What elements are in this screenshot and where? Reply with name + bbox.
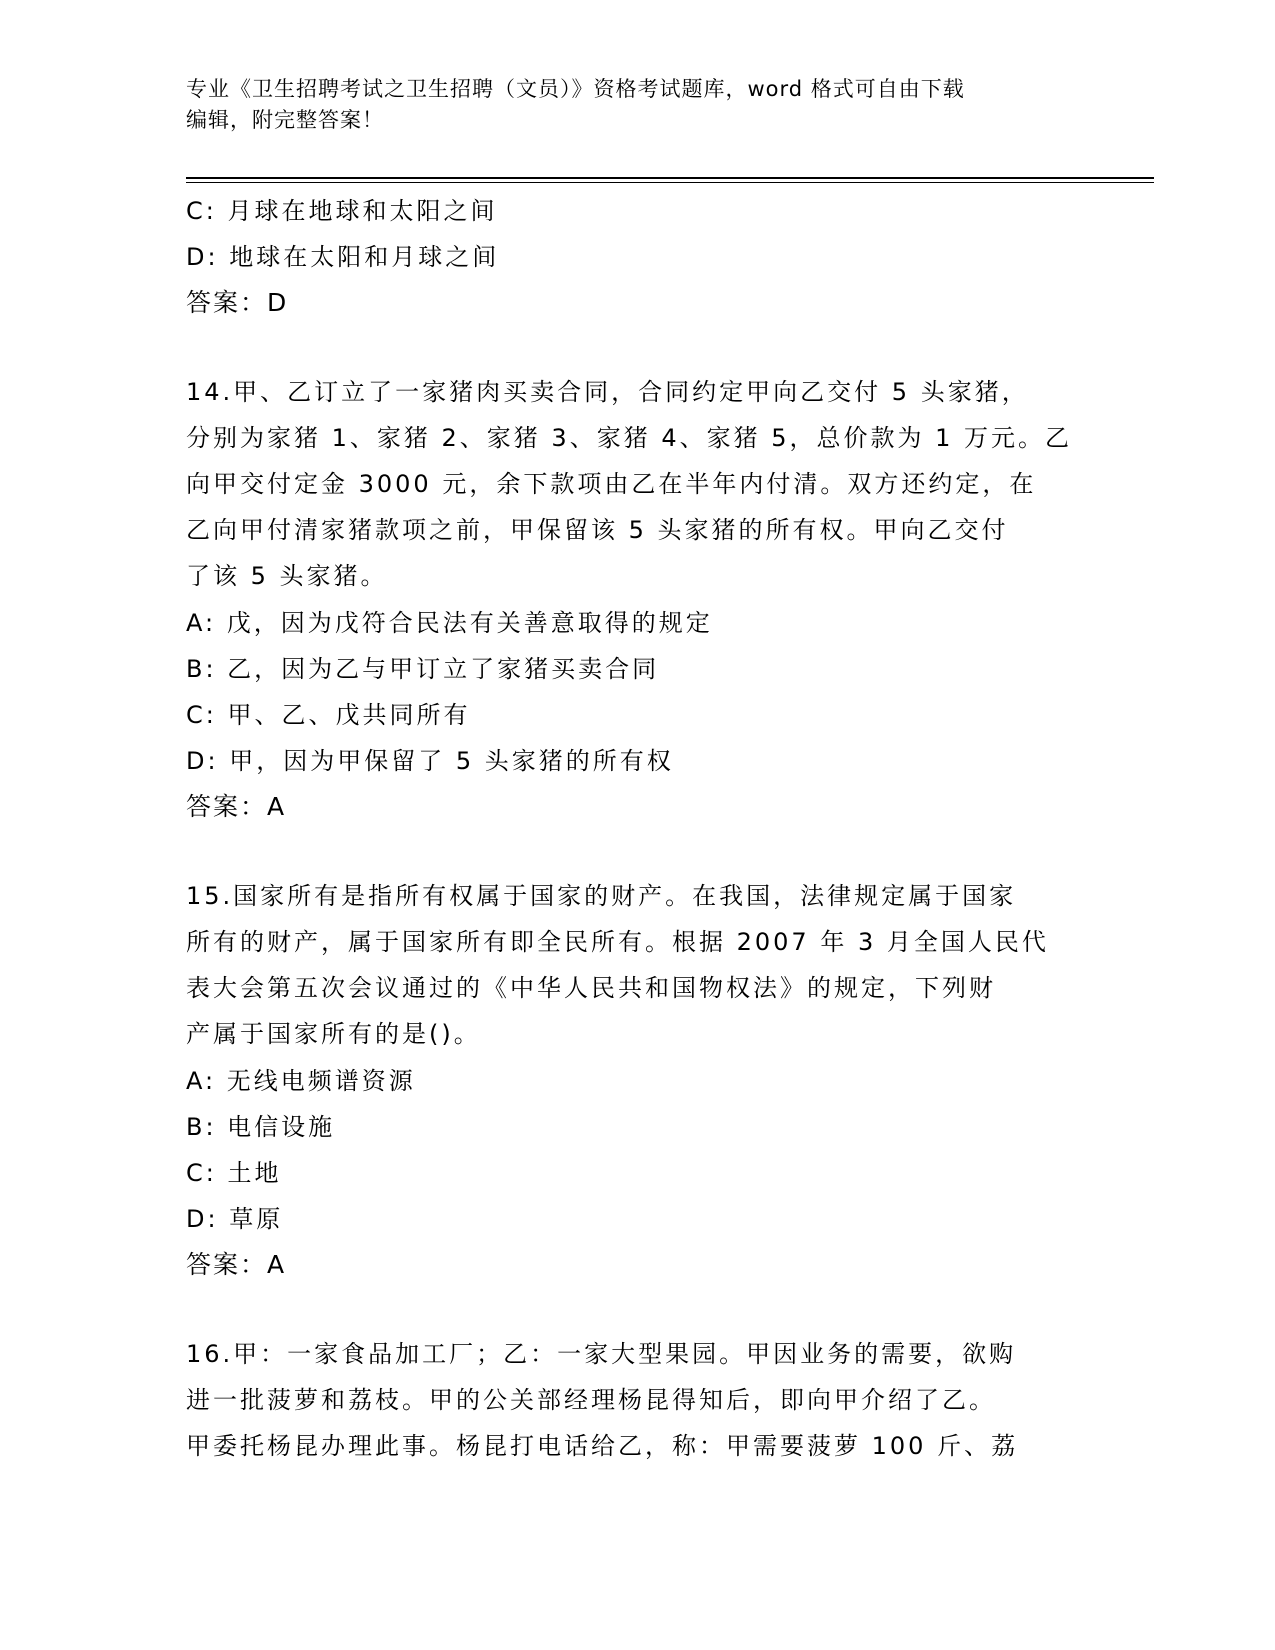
question-text-line: 甲委托杨昆办理此事。杨昆打电话给乙，称：甲需要菠萝 100 斤、荔 xyxy=(186,1432,1019,1460)
option-c: C: 甲、乙、戊共同所有 xyxy=(186,701,471,729)
option-b: B: 乙，因为乙与甲订立了家猪买卖合同 xyxy=(186,655,660,683)
option-a: A: 无线电频谱资源 xyxy=(186,1067,416,1095)
question-text-line: 向甲交付定金 3000 元，余下款项由乙在半年内付清。双方还约定，在 xyxy=(186,470,1037,498)
answer-line: 答案：A xyxy=(186,792,287,821)
question-text-line: 16.甲：一家食品加工厂；乙：一家大型果园。甲因业务的需要，欲购 xyxy=(186,1340,1017,1368)
question-text-line: 14.甲、乙订立了一家猪肉买卖合同，合同约定甲向乙交付 5 头家猪， xyxy=(186,378,1029,406)
document-body xyxy=(186,188,1086,1470)
question-13-tail xyxy=(186,188,1086,326)
header-line-2: 编辑，附完整答案！ xyxy=(186,108,384,132)
option-d: D: 地球在太阳和月球之间 xyxy=(186,243,500,271)
option-a: A: 戊，因为戊符合民法有关善意取得的规定 xyxy=(186,609,713,637)
option-d: D: 甲，因为甲保留了 5 头家猪的所有权 xyxy=(186,747,674,775)
question-spacer xyxy=(186,326,1086,370)
question-15 xyxy=(186,874,1086,1288)
question-16 xyxy=(186,1332,1086,1470)
question-text-line: 表大会第五次会议通过的《中华人民共和国物权法》的规定，下列财 xyxy=(186,974,996,1002)
question-text-line: 了该 5 头家猪。 xyxy=(186,562,388,590)
option-c: C: 土地 xyxy=(186,1159,282,1187)
question-spacer xyxy=(186,830,1086,874)
option-c: C: 月球在地球和太阳之间 xyxy=(186,197,498,225)
question-text-line: 进一批菠萝和荔枝。甲的公关部经理杨昆得知后，即向甲介绍了乙。 xyxy=(186,1386,996,1414)
question-text-line: 分别为家猪 1、家猪 2、家猪 3、家猪 4、家猪 5，总价款为 1 万元。乙 xyxy=(186,424,1073,452)
answer-line: 答案：D xyxy=(186,288,289,317)
answer-line: 答案：A xyxy=(186,1250,287,1279)
question-spacer xyxy=(186,1288,1086,1332)
question-text-line: 15.国家所有是指所有权属于国家的财产。在我国，法律规定属于国家 xyxy=(186,882,1017,910)
question-text-line: 产属于国家所有的是()。 xyxy=(186,1020,481,1048)
header-divider-thin xyxy=(186,182,1154,183)
question-text-line: 所有的财产，属于国家所有即全民所有。根据 2007 年 3 月全国人民代 xyxy=(186,928,1049,956)
question-14 xyxy=(186,370,1086,830)
header-line-1: 专业《卫生招聘考试之卫生招聘（文员）》资格考试题库，word 格式可自由下载 xyxy=(186,77,965,101)
option-b: B: 电信设施 xyxy=(186,1113,336,1141)
page-header xyxy=(186,74,1086,136)
option-d: D: 草原 xyxy=(186,1205,284,1233)
header-divider-thick xyxy=(186,177,1154,179)
question-text-line: 乙向甲付清家猪款项之前，甲保留该 5 头家猪的所有权。甲向乙交付 xyxy=(186,516,1009,544)
